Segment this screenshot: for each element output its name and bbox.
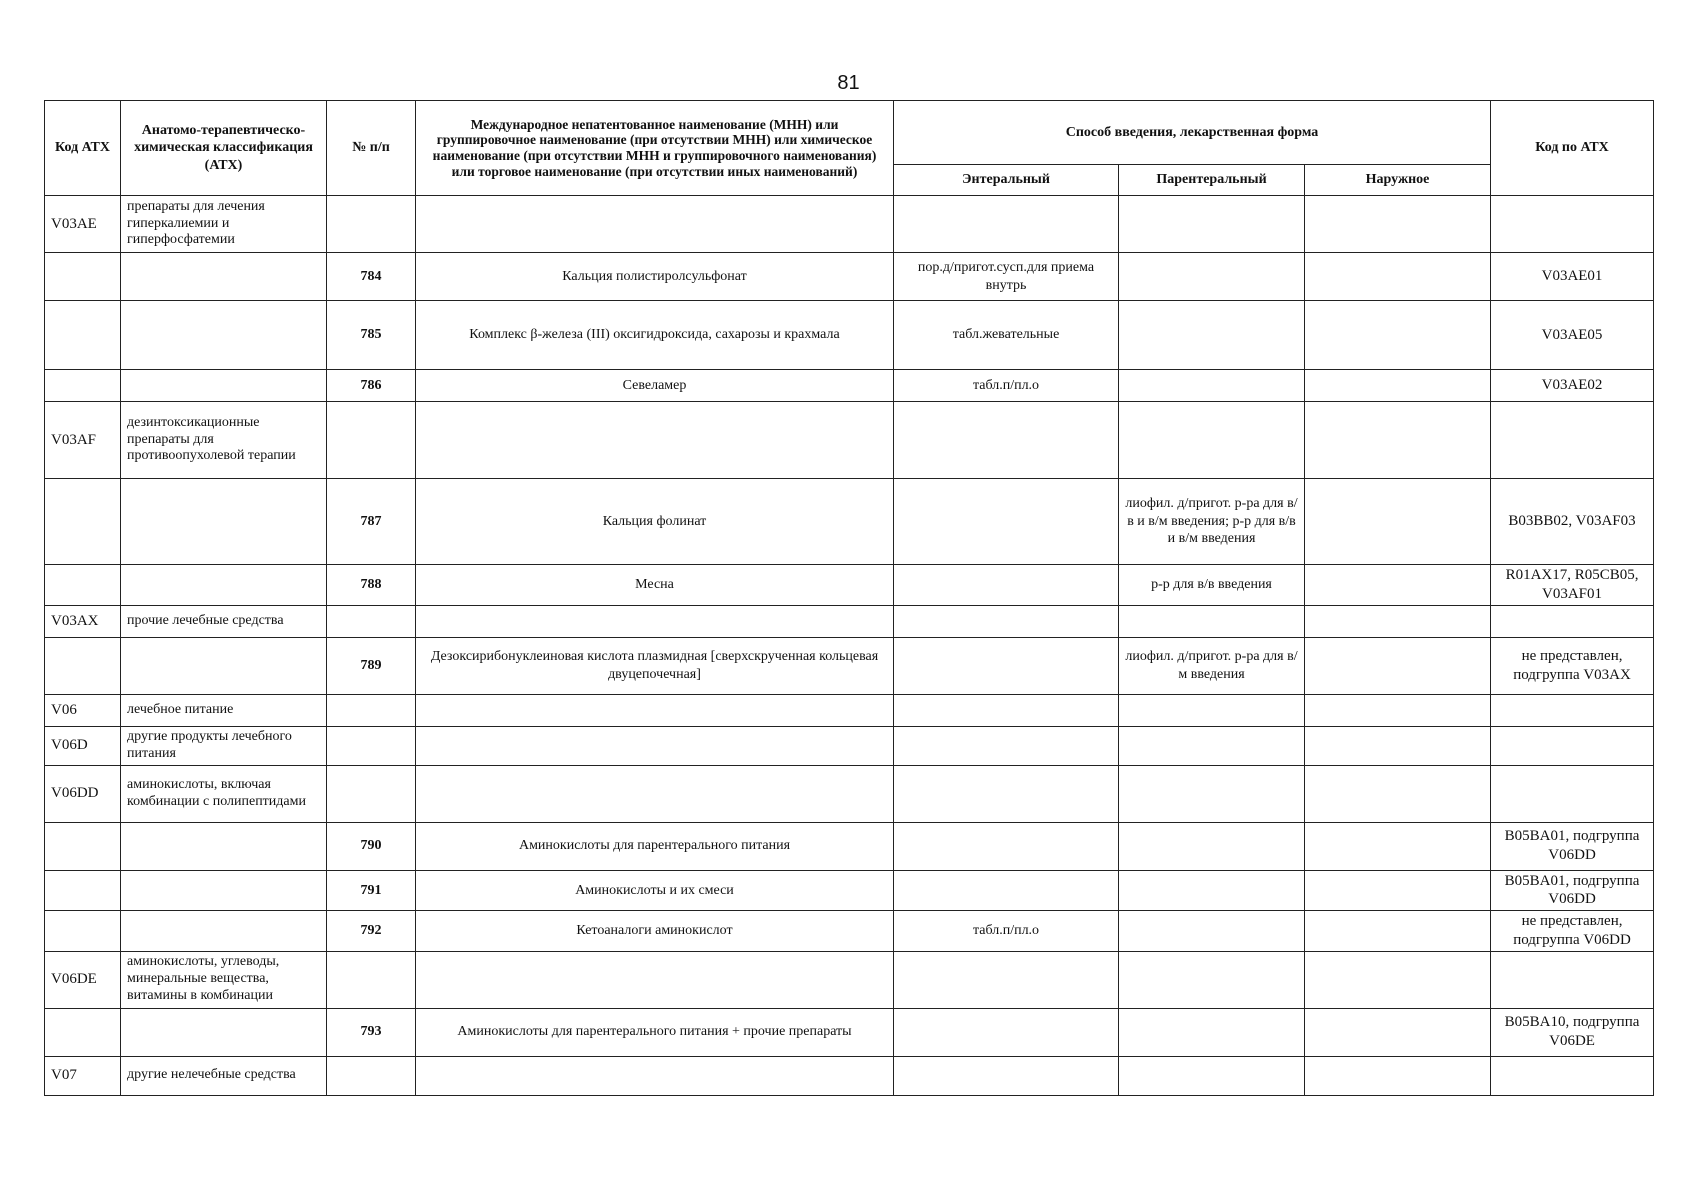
classification-cell: дезинтоксикационные препараты для противоопухолевой терапии <box>121 402 327 479</box>
atx-code-cell: V03AE <box>45 196 121 253</box>
external-form-cell <box>1305 765 1491 822</box>
parenteral-form-cell <box>1119 911 1305 952</box>
atx-code-cell: V06D <box>45 726 121 765</box>
parenteral-form-cell <box>1119 370 1305 402</box>
atc-code-cell: V03AE05 <box>1491 301 1654 370</box>
page-number: 81 <box>837 72 860 94</box>
enteral-form-cell <box>894 565 1119 606</box>
drug-name-cell <box>416 196 894 253</box>
atx-code-cell: V06DE <box>45 951 121 1008</box>
row-number-cell <box>327 726 416 765</box>
atc-code-cell <box>1491 402 1654 479</box>
atc-code-cell: не представлен, подгруппа V03AX <box>1491 637 1654 694</box>
classification-cell: аминокислоты, включая комбинации с полипептидами <box>121 765 327 822</box>
enteral-form-cell <box>894 196 1119 253</box>
parenteral-form-cell: р-р для в/в введения <box>1119 565 1305 606</box>
enteral-form-cell: табл.п/пл.о <box>894 370 1119 402</box>
enteral-form-cell <box>894 822 1119 870</box>
enteral-form-cell <box>894 765 1119 822</box>
table-row <box>45 911 1654 952</box>
row-number-cell: 788 <box>327 565 416 606</box>
classification-cell <box>121 911 327 952</box>
drug-name-cell: Аминокислоты и их смеси <box>416 870 894 911</box>
drug-name-cell <box>416 605 894 637</box>
external-form-cell <box>1305 1008 1491 1056</box>
drug-name-cell: Аминокислоты для парентерального питания <box>416 822 894 870</box>
external-form-cell <box>1305 196 1491 253</box>
classification-cell: аминокислоты, углеводы, минеральные вещества, витамины в комбинации <box>121 951 327 1008</box>
external-form-cell <box>1305 951 1491 1008</box>
table-body <box>45 196 1654 1096</box>
row-number-cell: 790 <box>327 822 416 870</box>
table-row <box>45 402 1654 479</box>
row-number-cell <box>327 765 416 822</box>
atx-code-cell <box>45 253 121 301</box>
parenteral-form-cell <box>1119 253 1305 301</box>
external-form-cell <box>1305 911 1491 952</box>
row-number-cell: 784 <box>327 253 416 301</box>
external-form-cell <box>1305 870 1491 911</box>
parenteral-form-cell <box>1119 605 1305 637</box>
atx-code-cell <box>45 565 121 606</box>
table-row <box>45 1008 1654 1056</box>
drug-name-cell <box>416 765 894 822</box>
atx-table <box>44 100 1654 1096</box>
enteral-form-cell <box>894 637 1119 694</box>
row-number-cell <box>327 1056 416 1095</box>
header-number: № п/п <box>327 101 416 196</box>
enteral-form-cell <box>894 479 1119 565</box>
enteral-form-cell <box>894 951 1119 1008</box>
atx-code-cell: V06DD <box>45 765 121 822</box>
row-number-cell: 791 <box>327 870 416 911</box>
parenteral-form-cell <box>1119 196 1305 253</box>
header-atc-code: Код по АТХ <box>1491 101 1654 196</box>
row-number-cell <box>327 951 416 1008</box>
classification-cell <box>121 1008 327 1056</box>
header-classification: Анатомо-терапевтическо-химическая классификация (АТХ) <box>121 101 327 196</box>
classification-cell <box>121 370 327 402</box>
atx-code-cell <box>45 301 121 370</box>
drug-name-cell: Кальция полистиролсульфонат <box>416 253 894 301</box>
row-number-cell: 792 <box>327 911 416 952</box>
table-row <box>45 726 1654 765</box>
enteral-form-cell <box>894 726 1119 765</box>
header-route: Способ введения, лекарственная форма <box>894 101 1491 165</box>
drug-name-cell: Кальция фолинат <box>416 479 894 565</box>
external-form-cell <box>1305 479 1491 565</box>
header-name: Международное непатентованное наименование (МНН) или группировочное наименование (при отсутствии МНН) или химическое наименование (при отсутствии МНН и группировочного наименования) или торговое наименование (при отсутствии иных наименований) <box>416 101 894 196</box>
table-row <box>45 951 1654 1008</box>
atc-code-cell <box>1491 694 1654 726</box>
table-row <box>45 637 1654 694</box>
parenteral-form-cell <box>1119 726 1305 765</box>
classification-cell <box>121 637 327 694</box>
classification-cell: прочие лечебные средства <box>121 605 327 637</box>
atc-code-cell: V03AE02 <box>1491 370 1654 402</box>
drug-name-cell: Месна <box>416 565 894 606</box>
enteral-form-cell <box>894 605 1119 637</box>
row-number-cell <box>327 196 416 253</box>
atc-code-cell <box>1491 951 1654 1008</box>
enteral-form-cell <box>894 1008 1119 1056</box>
atx-code-cell: V07 <box>45 1056 121 1095</box>
external-form-cell <box>1305 565 1491 606</box>
atx-code-cell: V03AF <box>45 402 121 479</box>
enteral-form-cell: табл.жевательные <box>894 301 1119 370</box>
drug-name-cell <box>416 726 894 765</box>
external-form-cell <box>1305 694 1491 726</box>
drug-name-cell: Севеламер <box>416 370 894 402</box>
table-row <box>45 605 1654 637</box>
classification-cell <box>121 479 327 565</box>
atx-code-cell <box>45 637 121 694</box>
external-form-cell <box>1305 1056 1491 1095</box>
enteral-form-cell: пор.д/пригот.сусп.для приема внутрь <box>894 253 1119 301</box>
row-number-cell: 786 <box>327 370 416 402</box>
atx-code-cell <box>45 370 121 402</box>
classification-cell <box>121 565 327 606</box>
parenteral-form-cell: лиофил. д/пригот. р-ра для в/м введения <box>1119 637 1305 694</box>
atc-code-cell: B03BB02, V03AF03 <box>1491 479 1654 565</box>
parenteral-form-cell <box>1119 1008 1305 1056</box>
drug-name-cell: Комплекс β-железа (III) оксигидроксида, сахарозы и крахмала <box>416 301 894 370</box>
row-number-cell <box>327 605 416 637</box>
row-number-cell: 789 <box>327 637 416 694</box>
external-form-cell <box>1305 301 1491 370</box>
table-row <box>45 1056 1654 1095</box>
external-form-cell <box>1305 822 1491 870</box>
parenteral-form-cell <box>1119 765 1305 822</box>
table-row <box>45 694 1654 726</box>
external-form-cell <box>1305 370 1491 402</box>
atc-code-cell <box>1491 605 1654 637</box>
drug-name-cell <box>416 694 894 726</box>
row-number-cell: 785 <box>327 301 416 370</box>
classification-cell <box>121 301 327 370</box>
table-row <box>45 479 1654 565</box>
atc-code-cell: B05BA01, подгруппа V06DD <box>1491 822 1654 870</box>
row-number-cell <box>327 694 416 726</box>
parenteral-form-cell <box>1119 694 1305 726</box>
parenteral-form-cell <box>1119 1056 1305 1095</box>
classification-cell: другие нелечебные средства <box>121 1056 327 1095</box>
header-parenteral: Парентеральный <box>1119 165 1305 196</box>
classification-cell: другие продукты лечебного питания <box>121 726 327 765</box>
external-form-cell <box>1305 253 1491 301</box>
enteral-form-cell <box>894 870 1119 911</box>
parenteral-form-cell <box>1119 870 1305 911</box>
classification-cell <box>121 822 327 870</box>
atx-code-cell <box>45 822 121 870</box>
row-number-cell: 793 <box>327 1008 416 1056</box>
parenteral-form-cell: лиофил. д/пригот. р-ра для в/в и в/м введения; р-р для в/в и в/м введения <box>1119 479 1305 565</box>
drug-name-cell <box>416 951 894 1008</box>
atc-code-cell <box>1491 196 1654 253</box>
enteral-form-cell <box>894 694 1119 726</box>
atx-code-cell: V03AX <box>45 605 121 637</box>
table-row <box>45 565 1654 606</box>
classification-cell <box>121 253 327 301</box>
classification-cell: препараты для лечения гиперкалиемии и гиперфосфатемии <box>121 196 327 253</box>
atc-code-cell <box>1491 1056 1654 1095</box>
parenteral-form-cell <box>1119 301 1305 370</box>
atx-code-cell <box>45 911 121 952</box>
atc-code-cell: B05BA01, подгруппа V06DD <box>1491 870 1654 911</box>
parenteral-form-cell <box>1119 822 1305 870</box>
drug-name-cell: Кетоаналоги аминокислот <box>416 911 894 952</box>
row-number-cell: 787 <box>327 479 416 565</box>
atc-code-cell <box>1491 765 1654 822</box>
drug-name-cell: Дезоксирибонуклеиновая кислота плазмидная [сверхскрученная кольцевая двуцепочечная] <box>416 637 894 694</box>
enteral-form-cell <box>894 402 1119 479</box>
table-row <box>45 253 1654 301</box>
parenteral-form-cell <box>1119 402 1305 479</box>
atx-code-cell <box>45 479 121 565</box>
external-form-cell <box>1305 402 1491 479</box>
header-enteral: Энтеральный <box>894 165 1119 196</box>
table-row <box>45 870 1654 911</box>
table-header <box>45 101 1654 196</box>
atc-code-cell: B05BA10, подгруппа V06DE <box>1491 1008 1654 1056</box>
atc-code-cell: не представлен, подгруппа V06DD <box>1491 911 1654 952</box>
enteral-form-cell: табл.п/пл.о <box>894 911 1119 952</box>
external-form-cell <box>1305 605 1491 637</box>
classification-cell <box>121 870 327 911</box>
row-number-cell <box>327 402 416 479</box>
header-code: Код АТХ <box>45 101 121 196</box>
table-row <box>45 196 1654 253</box>
enteral-form-cell <box>894 1056 1119 1095</box>
header-external: Наружное <box>1305 165 1491 196</box>
atx-code-cell <box>45 870 121 911</box>
external-form-cell <box>1305 726 1491 765</box>
table-row <box>45 822 1654 870</box>
atx-code-cell: V06 <box>45 694 121 726</box>
table-row <box>45 301 1654 370</box>
table-row <box>45 765 1654 822</box>
drug-name-cell: Аминокислоты для парентерального питания + прочие препараты <box>416 1008 894 1056</box>
external-form-cell <box>1305 637 1491 694</box>
atc-code-cell: R01AX17, R05CB05, V03AF01 <box>1491 565 1654 606</box>
parenteral-form-cell <box>1119 951 1305 1008</box>
atc-code-cell <box>1491 726 1654 765</box>
table-row <box>45 370 1654 402</box>
classification-cell: лечебное питание <box>121 694 327 726</box>
atx-code-cell <box>45 1008 121 1056</box>
drug-name-cell <box>416 402 894 479</box>
drug-name-cell <box>416 1056 894 1095</box>
atc-code-cell: V03AE01 <box>1491 253 1654 301</box>
